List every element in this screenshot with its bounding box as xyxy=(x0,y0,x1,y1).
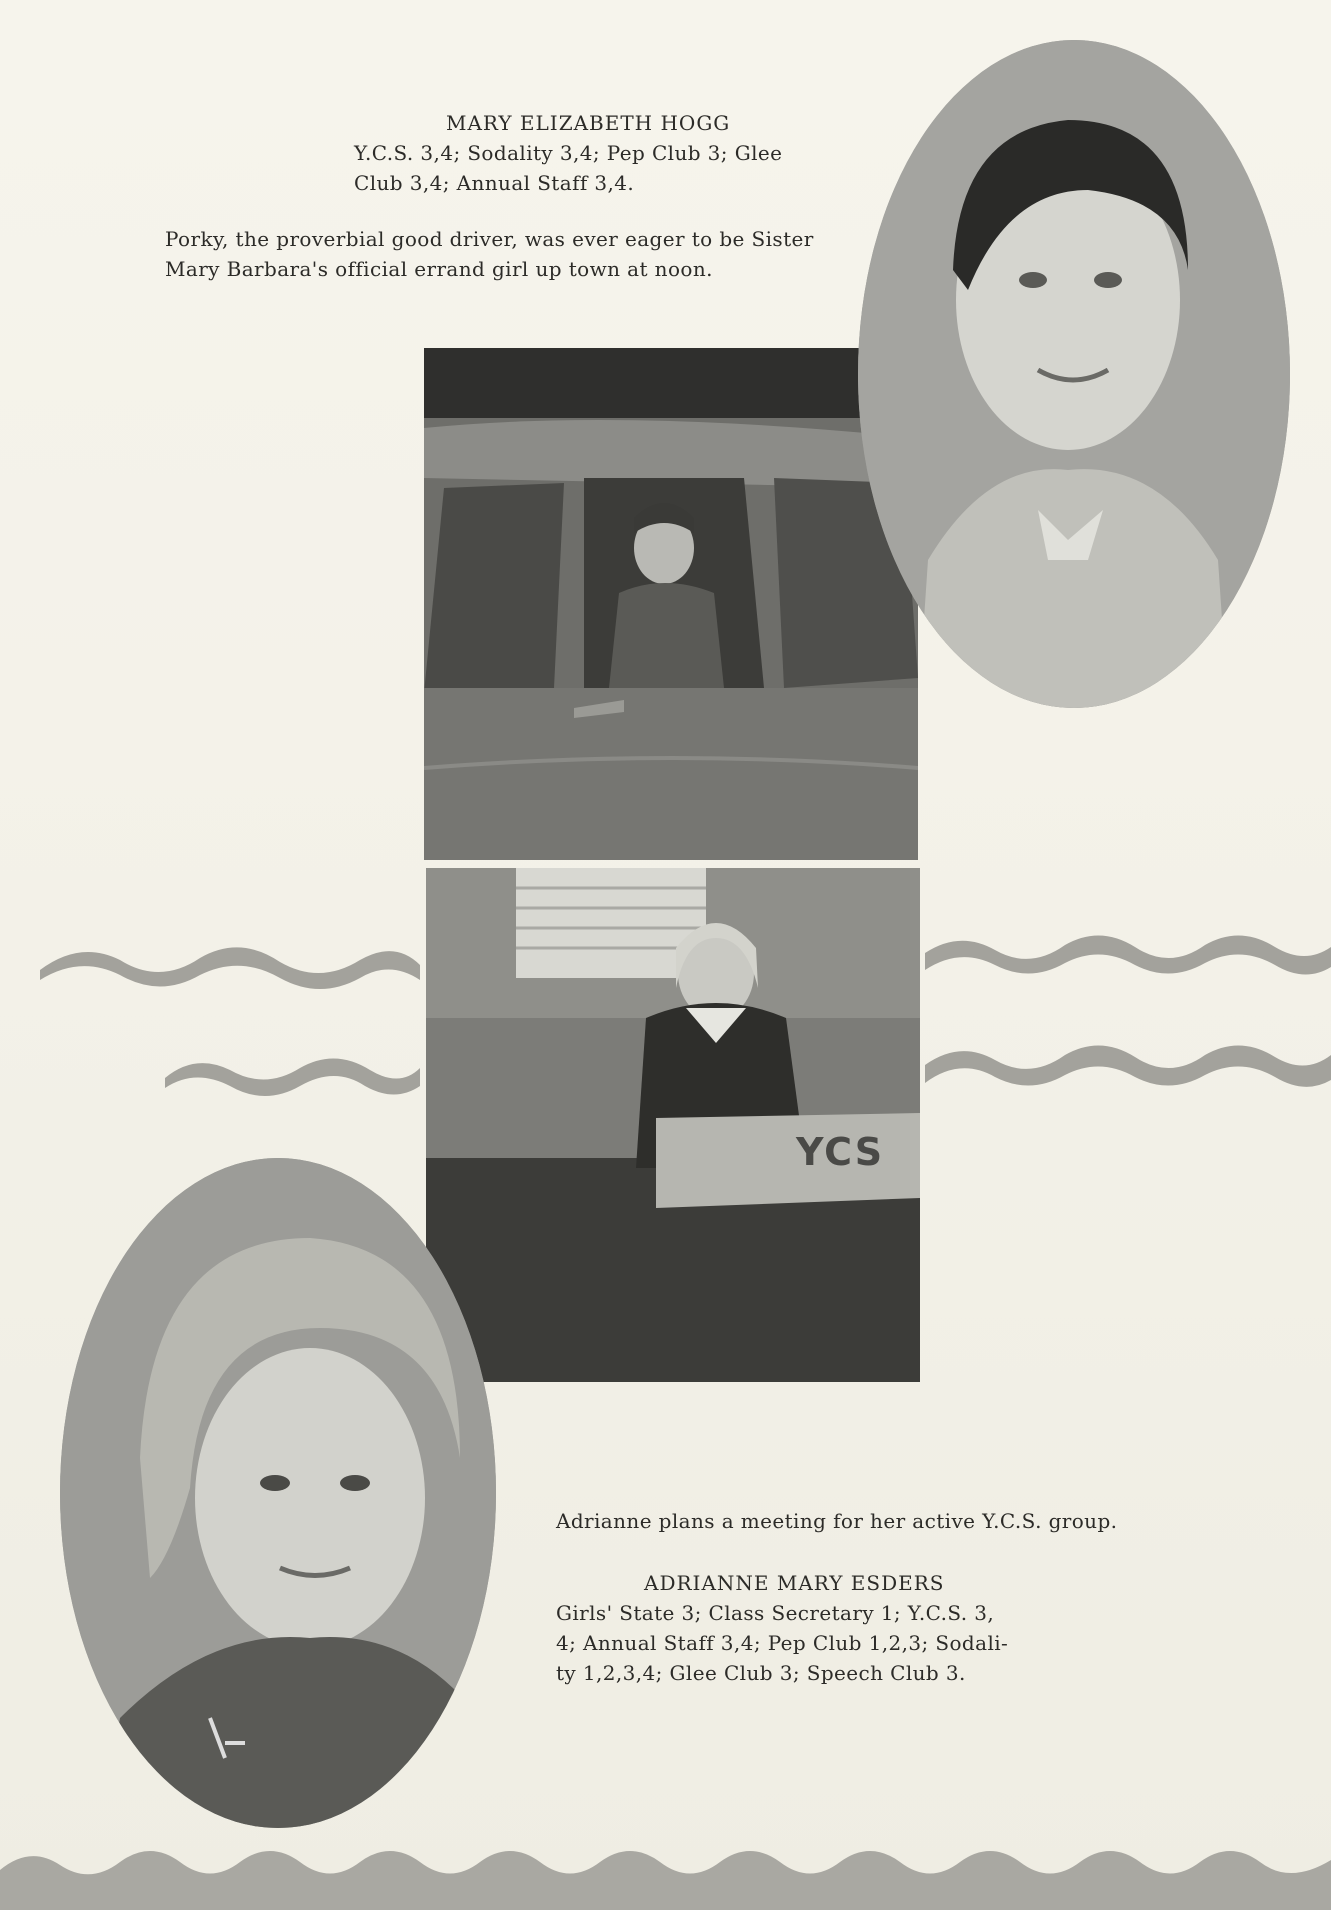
activities-esders xyxy=(556,1598,1026,1688)
car-window-photo xyxy=(424,348,918,860)
caption-line: Porky, the proverbial good driver, was ever eager to be Sister xyxy=(165,227,814,251)
activities-line: Club 3,4; Annual Staff 3,4. xyxy=(354,171,635,195)
reading-magazine-photo xyxy=(426,868,920,1382)
activities-line: ty 1,2,3,4; Glee Club 3; Speech Club 3. xyxy=(556,1661,966,1685)
wave-decoration-right-bottom xyxy=(925,1035,1331,1095)
wave-decoration-right-top xyxy=(925,925,1331,985)
student-name-esders: ADRIANNE MARY ESDERS xyxy=(644,1571,945,1595)
activities-line: 4; Annual Staff 3,4; Pep Club 1,2,3; Sodali- xyxy=(556,1631,1009,1655)
portrait-esders xyxy=(60,1158,496,1828)
portrait-hogg xyxy=(858,40,1290,708)
caption-line: Mary Barbara's official errand girl up town at noon. xyxy=(165,257,713,281)
wave-decoration-left-bottom xyxy=(165,1048,420,1103)
wave-decoration-left-top xyxy=(40,940,420,1000)
activities-line: Y.C.S. 3,4; Sodality 3,4; Pep Club 3; Glee xyxy=(354,141,783,165)
caption-esders: Adrianne plans a meeting for her active Y.C.S. group. xyxy=(556,1509,1118,1533)
activities-line: Girls' State 3; Class Secretary 1; Y.C.S. 3, xyxy=(556,1601,995,1625)
wave-decoration-footer xyxy=(0,1840,1331,1910)
magazine-cover-text: YCS xyxy=(796,1130,885,1174)
student-name-hogg: MARY ELIZABETH HOGG xyxy=(446,111,731,135)
activities-hogg xyxy=(354,138,824,198)
caption-hogg xyxy=(165,224,825,284)
